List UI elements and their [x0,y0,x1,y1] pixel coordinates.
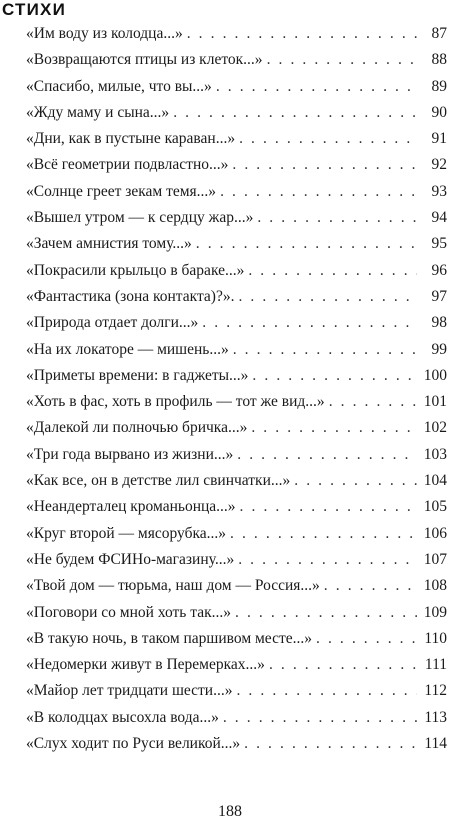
toc-entry-page: 104 [423,472,447,490]
toc-entry-title: «Покрасили крыльцо в бараке...» [26,261,245,279]
toc-entry[interactable] [26,468,447,494]
toc-entry[interactable] [26,494,447,520]
toc-entry-title: «Приметы времени: в гаджеты...» [26,366,249,384]
toc-entry[interactable] [26,731,447,757]
toc-entry-title: «Круг второй — мясорубка...» [26,524,227,542]
dot-leader [267,47,417,73]
toc-entry[interactable] [26,337,447,363]
toc-entry-page: 111 [424,656,447,674]
dot-leader [233,337,417,363]
toc-entry-page: 97 [431,287,447,305]
toc-entry-title: «Природа отдает долги...» [26,314,199,332]
toc-entry-title: «Майор лет тридцати шести...» [26,682,233,700]
toc-entry[interactable] [26,626,447,652]
toc-entry-page: 103 [423,445,447,463]
dot-leader [196,231,417,257]
toc-entry-title: «Всё геометрии подвластно...» [26,156,229,174]
dot-leader [236,678,417,704]
toc-entry-page: 110 [424,629,447,647]
toc-entry[interactable] [26,47,447,73]
toc-entry-title: «На их локаторе — мишень...» [26,340,229,358]
toc-entry-title: «В колодцах высохла вода...» [26,708,219,726]
toc-entry[interactable] [26,705,447,731]
toc-entry[interactable] [26,152,447,178]
toc-entry-title: «Хоть в фас, хоть в профиль — тот же вид...» [26,393,325,411]
dot-leader [251,415,417,441]
toc-entry[interactable] [26,21,447,47]
toc-entry[interactable] [26,600,447,626]
toc-entry[interactable] [26,179,447,205]
toc-entry-title: «Дни, как в пустыне караван...» [26,130,236,148]
toc-entry[interactable] [26,126,447,152]
toc-entry-title: «Неандерталец кроманьонца...» [26,498,236,516]
toc-entry-page: 93 [431,182,447,200]
dot-leader [329,389,417,415]
toc-entry[interactable] [26,100,447,126]
toc-entry-title: «Вышел утром — к сердцу жар...» [26,209,254,227]
dot-leader [235,600,417,626]
dot-leader [252,363,417,389]
toc-entry[interactable] [26,547,447,573]
toc-entry-title: «Зачем амнистия тому...» [26,235,192,253]
toc-entry-title: «Слух ходит по Руси великой...» [26,735,241,753]
toc-entry[interactable] [26,284,447,310]
dot-leader [216,74,417,100]
page-number: 188 [218,803,242,820]
dot-leader [239,126,417,152]
toc-entry-title: «Спасибо, милые, что вы...» [26,77,212,95]
toc-entry[interactable] [26,389,447,415]
dot-leader [238,284,417,310]
toc-entry[interactable] [26,678,447,704]
toc-entry-page: 87 [431,25,447,42]
toc-entry-page: 105 [423,498,447,516]
toc-entry-title: «Как все, он в детстве лил свинчатки...» [26,472,291,490]
toc-entry-page: 91 [431,130,447,148]
toc-entry-title: «В такую ночь, в таком паршивом месте...» [26,629,312,647]
toc-entry[interactable] [26,74,447,100]
toc-entry-page: 88 [431,51,447,69]
toc-entry-page: 108 [423,577,447,595]
dot-leader [187,21,417,47]
toc-entry-title: «Фантастика (зона контакта)?». [26,287,235,305]
dot-leader [294,468,417,494]
dot-leader [257,205,417,231]
toc-entry-title: «Далекой ли полночью бричка...» [26,419,248,437]
toc-entry-title: «Жду маму и сына...» [26,103,170,121]
toc-entry[interactable] [26,258,447,284]
dot-leader [269,652,417,678]
toc-entry-page: 109 [423,603,447,621]
toc-entry-page: 102 [423,419,447,437]
toc-entry-title: «Твой дом — тюрьма, наш дом — Россия...» [26,577,320,595]
dot-leader [232,152,417,178]
toc-entry[interactable] [26,652,447,678]
table-of-contents [26,21,447,757]
toc-entry-page: 98 [431,314,447,332]
dot-leader [316,626,417,652]
dot-leader [237,442,417,468]
dot-leader [324,573,417,599]
dot-leader [173,100,417,126]
toc-entry-page: 106 [423,524,447,542]
toc-entry-title: «Им воду из колодца...» [26,25,183,42]
toc-entry-title: «Не будем ФСИНо-магазину...» [26,550,235,568]
toc-entry-title: «Солнце греет зекам темя...» [26,182,217,200]
dot-leader [202,310,417,336]
toc-entry[interactable] [26,231,447,257]
dot-leader [220,179,417,205]
toc-entry-page: 99 [431,340,447,358]
toc-entry-page: 90 [431,103,447,121]
toc-entry-title: «Недомерки живут в Перемерках...» [26,656,265,674]
toc-entry[interactable] [26,363,447,389]
toc-entry-page: 101 [423,393,447,411]
dot-leader [240,494,417,520]
dot-leader [248,258,417,284]
toc-entry-page: 100 [423,366,447,384]
section-title: СТИХИ [2,0,67,19]
dot-leader [230,521,417,547]
toc-entry-page: 96 [431,261,447,279]
toc-entry-title: «Три года вырвано из жизни...» [26,445,234,463]
dot-leader [244,731,417,757]
toc-entry[interactable] [26,521,447,547]
toc-entry-page: 89 [431,77,447,95]
toc-entry-page: 95 [431,235,447,253]
toc-entry-page: 114 [424,735,447,753]
toc-entry[interactable] [26,415,447,441]
toc-entry[interactable] [26,205,447,231]
toc-entry-page: 107 [423,550,447,568]
toc-entry-page: 94 [431,209,447,227]
dot-leader [238,547,417,573]
toc-entry[interactable] [26,310,447,336]
toc-entry-page: 113 [424,708,447,726]
toc-entry[interactable] [26,442,447,468]
toc-entry-title: «Поговори со мной хоть так...» [26,603,231,621]
toc-entry-page: 92 [431,156,447,174]
toc-entry-page: 112 [424,682,447,700]
toc-entry-title: «Возвращаются птицы из клеток...» [26,51,263,69]
toc-entry[interactable] [26,573,447,599]
dot-leader [223,705,417,731]
